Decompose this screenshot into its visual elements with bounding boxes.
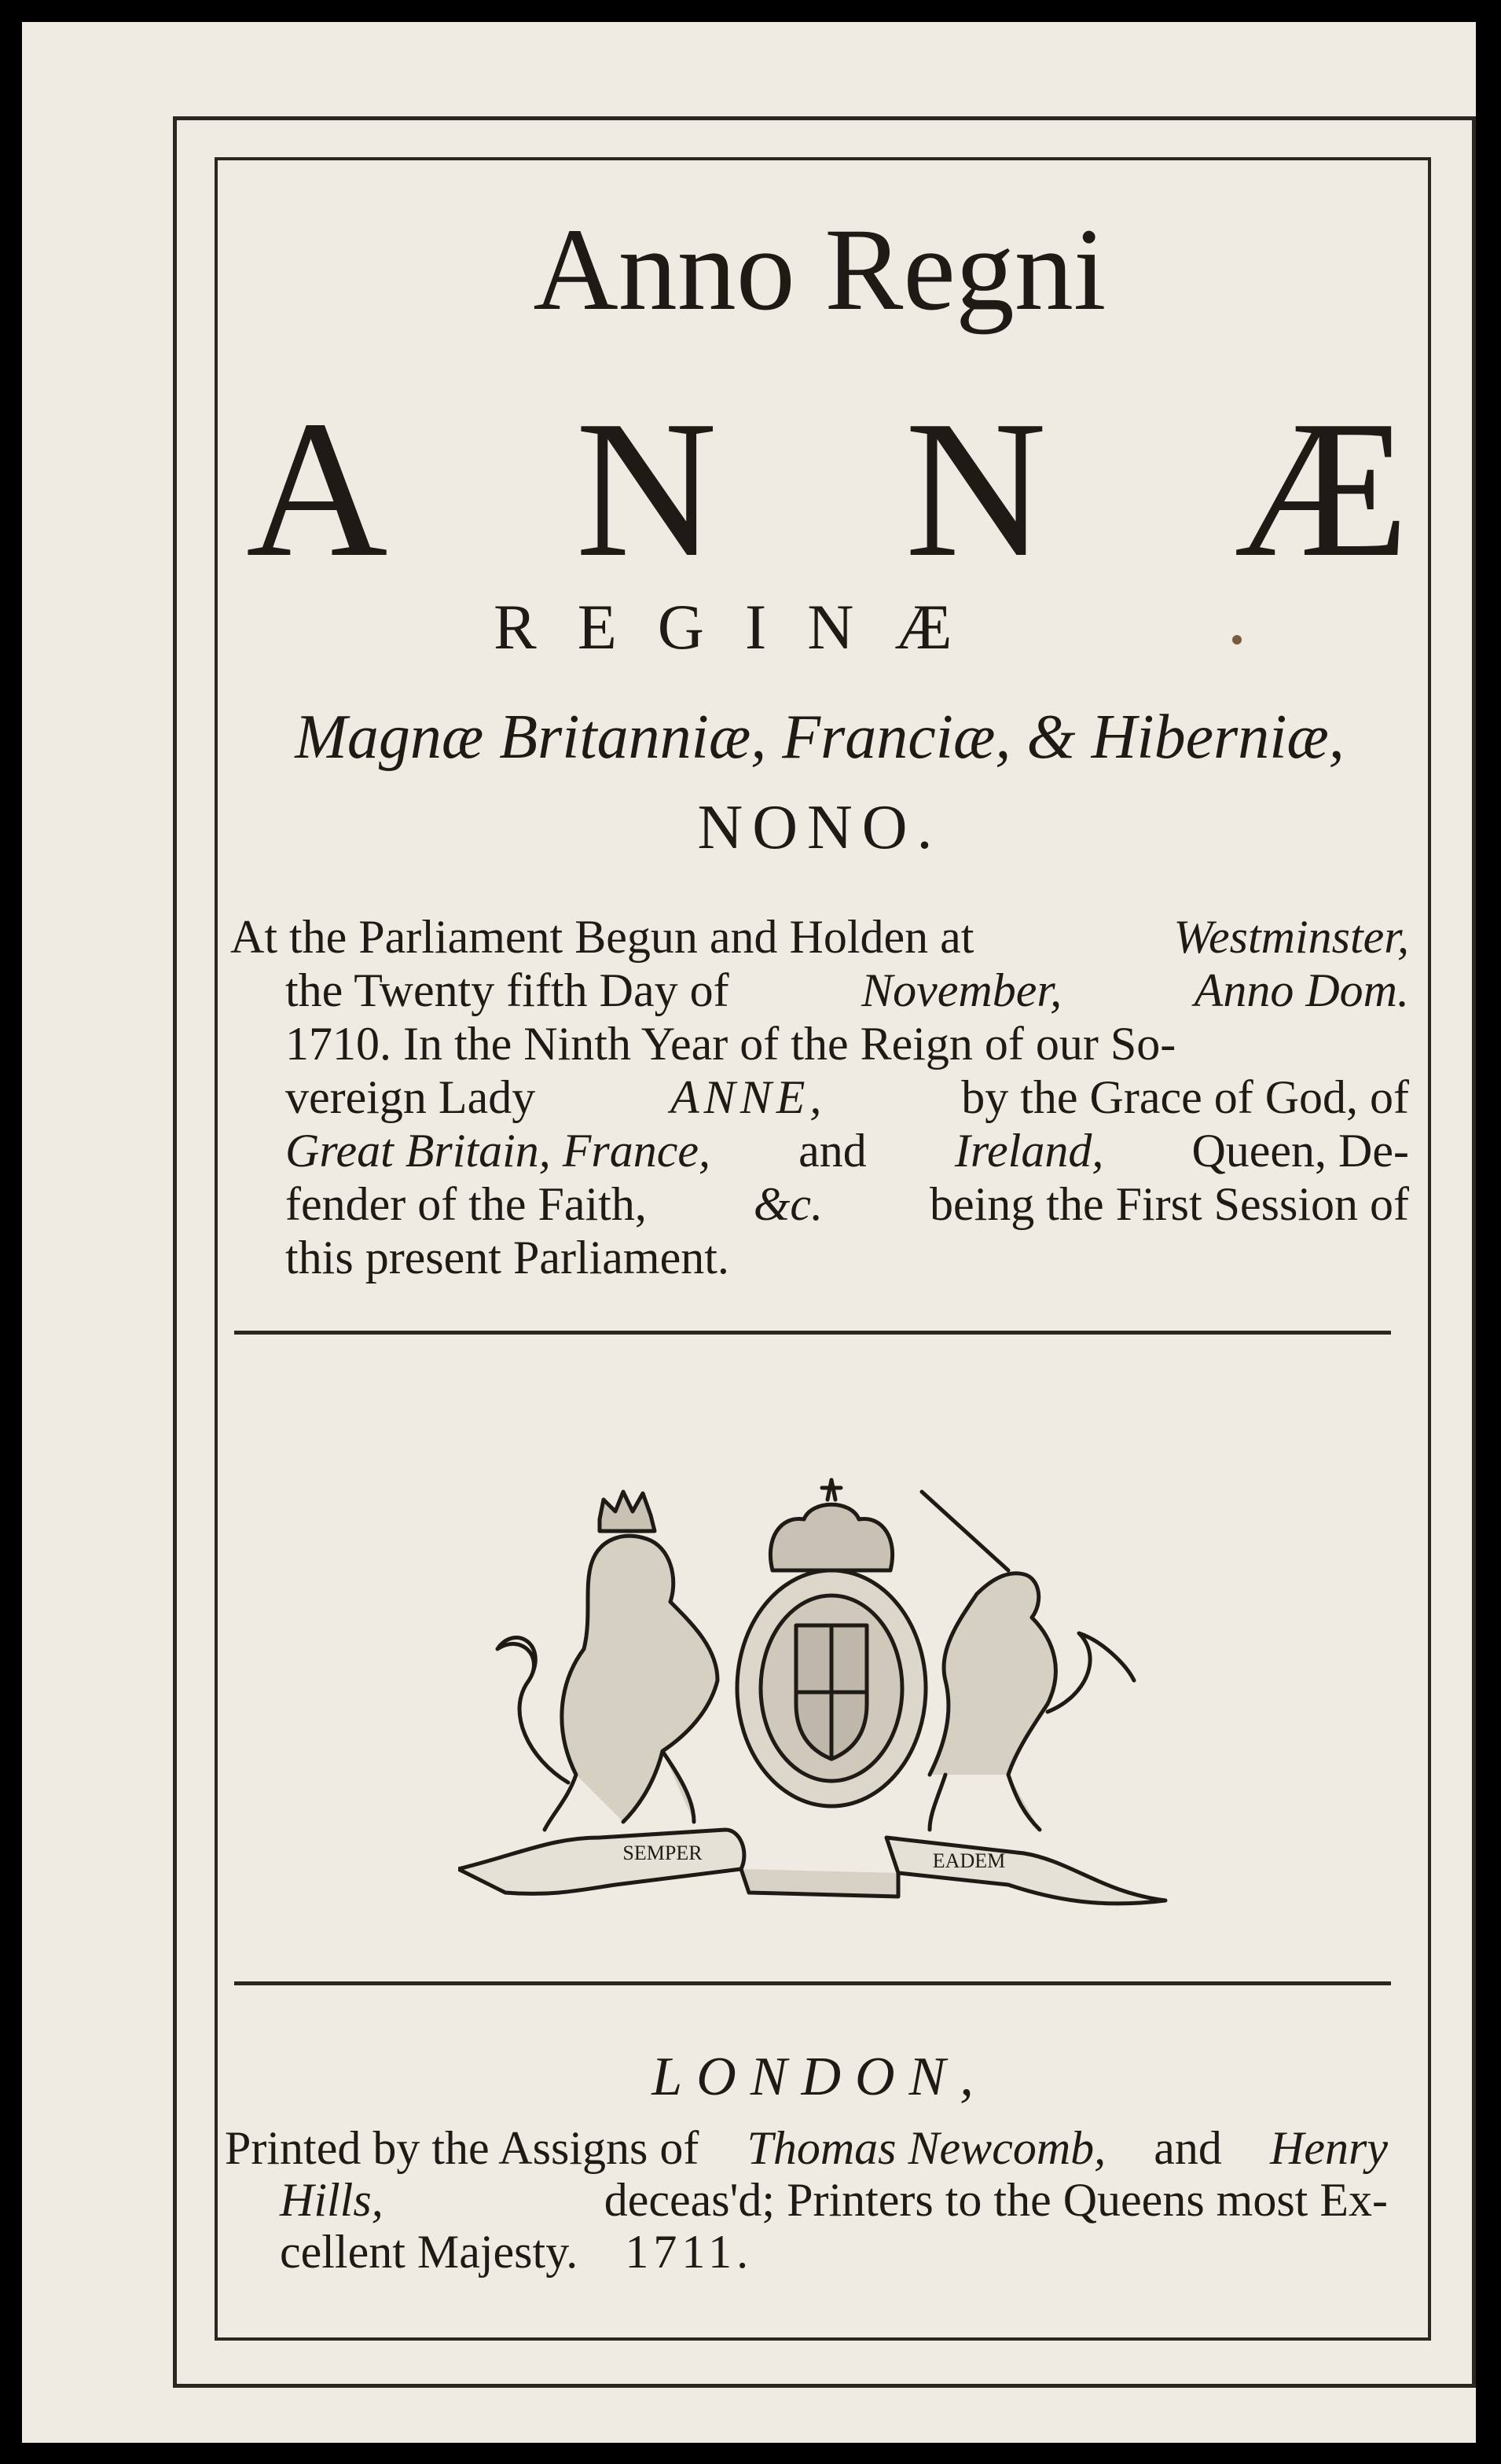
ink-spot bbox=[1232, 635, 1242, 644]
notice-italic: ANNE, bbox=[670, 1071, 827, 1123]
notice-text: At the Parliament Begun and Holden at bbox=[230, 911, 974, 963]
notice-italic: &c. bbox=[753, 1178, 824, 1230]
notice-line bbox=[230, 910, 1409, 964]
imprint-date: 1711. bbox=[625, 2226, 754, 2278]
notice-line bbox=[285, 1017, 1409, 1070]
notice-line bbox=[285, 1231, 1409, 1284]
imprint-line bbox=[280, 2226, 1388, 2278]
imprint-text: cellent Majesty. bbox=[280, 2226, 578, 2278]
notice-text: vereign Lady bbox=[285, 1071, 536, 1123]
notice-italic: November, bbox=[861, 964, 1062, 1016]
heading-realms: Magnæ Britanniæ, Franciæ, & Hiberniæ, bbox=[295, 703, 1345, 772]
imprint-italic: Henry bbox=[1270, 2122, 1388, 2174]
notice-italic: Ireland, bbox=[954, 1125, 1104, 1177]
annae-letter: N bbox=[575, 380, 717, 598]
imprint-italic: Thomas Newcomb, bbox=[747, 2122, 1106, 2174]
imprint-text: deceas'd; Printers to the Queens most Ex- bbox=[604, 2174, 1388, 2226]
notice-text: this present Parliament. bbox=[285, 1232, 729, 1283]
royal-coat-of-arms-illustration bbox=[458, 1445, 1213, 1932]
heading-anno-regni: Anno Regni bbox=[533, 204, 1106, 335]
motto-right: EADEM bbox=[932, 1849, 1006, 1872]
notice-italic: Anno Dom. bbox=[1194, 964, 1409, 1016]
annae-letter: N bbox=[905, 380, 1048, 598]
imprint-italic: Hills, bbox=[280, 2174, 384, 2226]
imprint-text: and bbox=[1154, 2122, 1222, 2174]
notice-text: being the First Session of bbox=[930, 1178, 1409, 1230]
notice-line bbox=[285, 1177, 1409, 1231]
document-page bbox=[22, 22, 1476, 2443]
notice-text: 1710. In the Ninth Year of the Reign of our So- bbox=[285, 1018, 1176, 1070]
parliament-notice bbox=[230, 910, 1409, 1284]
imprint-line bbox=[225, 2122, 1388, 2174]
annae-letter: Æ bbox=[1234, 380, 1409, 598]
notice-text: fender of the Faith, bbox=[285, 1178, 647, 1230]
notice-text: the Twenty fifth Day of bbox=[285, 964, 729, 1016]
notice-italic: Westminster, bbox=[1173, 911, 1409, 963]
heading-year-word: NONO. bbox=[697, 793, 942, 862]
notice-text: by the Grace of God, of bbox=[961, 1071, 1409, 1123]
heading-reginae: REGINÆ bbox=[494, 591, 993, 663]
imprint-text: Printed by the Assigns of bbox=[225, 2122, 699, 2174]
annae-letter: A bbox=[246, 380, 388, 598]
notice-line bbox=[285, 1070, 1409, 1124]
printer-imprint bbox=[225, 2122, 1388, 2278]
divider-rule bbox=[234, 1331, 1391, 1335]
notice-line bbox=[285, 964, 1409, 1017]
notice-text: Queen, De- bbox=[1191, 1125, 1409, 1177]
notice-text: and bbox=[798, 1125, 867, 1177]
imprint-city: LONDON, bbox=[651, 2047, 988, 2107]
heading-annae bbox=[246, 380, 1409, 598]
notice-line bbox=[285, 1124, 1409, 1177]
motto-left: SEMPER bbox=[622, 1842, 703, 1864]
imprint-line bbox=[280, 2174, 1388, 2226]
notice-italic: Great Britain, France, bbox=[285, 1125, 711, 1177]
divider-rule bbox=[234, 1981, 1391, 1985]
